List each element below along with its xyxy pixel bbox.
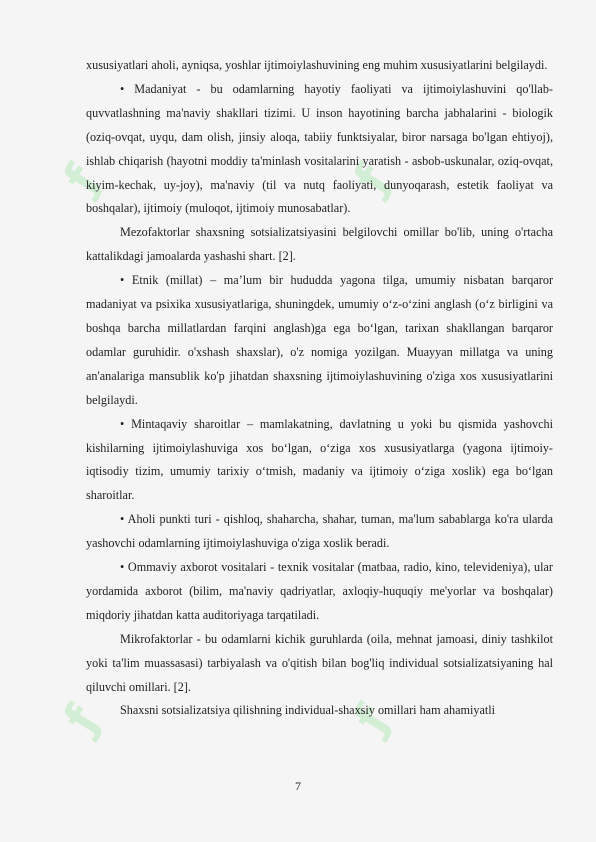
paragraph: • Mintaqaviy sharoitlar – mamlakatning, davlatning u yoki bu qismida yashovchi kishilarning ijtimoiylashuviga xos bo‘lgan, o‘ziga xos xususiyatlarga (yagona ijtimoiy-iqtisodiy tizim, umumiy tarixiy o‘tmish, madaniy va ijtimoiy o‘ziga xoslik) ega bo‘lgan sharoitlar. — [86, 416, 553, 503]
watermark-logo: ƒ — [342, 692, 402, 742]
paragraph: • Aholi punkti turi - qishloq, shaharcha, shahar, tuman, ma'lum sabablarga ko'ra ularda yashovchi odamlarning ijtimoiylashuviga o'ziga xoslik beradi. — [86, 512, 553, 551]
paragraph: Mikrofaktorlar - bu odamlarni kichik guruhlarda (oila, mehnat jamoasi, diniy tashkilot yoki ta'lim muassasasi) tarbiyalash va o'qitish bilan bog'liq individual sotsializatsiyaning hal qiluvchi omillari. [2]. — [86, 631, 553, 694]
watermark-logo: ƒ — [52, 692, 112, 742]
paragraph: Mezofaktorlar shaxsning sotsializatsiyasini belgilovchi omillar bo'lib, uning o'rtacha kattalikdagi jamoalarda yashashi shart. [2]. — [86, 225, 553, 264]
paragraph: Shaxsni sotsializatsiya qilishning individual-shaxsiy omillari ham ahamiyatli — [120, 703, 496, 718]
watermark-logo: ƒ — [52, 152, 112, 202]
body-text — [86, 54, 553, 723]
paragraph: • Madaniyat - bu odamlarning hayotiy faoliyati va ijtimoiylashuvini qo'llab-quvvatlashning ma'naviy shakllari tizimi. U inson hayotining barcha jabhalarini - biologik (oziq-ovqat, uyqu, dam olish, jinsiy aloqa, tabiiy funktsiyalar, biror narsaga bo'lgan ehtiyoj), ishlab chiqarish (hayotni moddiy ta'minlash vositalarini yaratish - asbob-uskunalar, oziq-ovqat, kiyim-kechak, uy-joy), ma'naviy (til va nutq faoliyati, dunyoqarash, estetik faoliyat va boshqalar), ijtimoiy (muloqot, ijtimoiy munosabatlar). — [86, 81, 553, 216]
paragraph: • Ommaviy axborot vositalari - texnik vositalar (matbaa, radio, kino, televideniya), ular yordamida axborot (bilim, ma'naviy qadriyatlar, axloqiy-huquqiy me'yorlar va boshqalar) miqdoriy jihatdan katta auditoriyaga tarqatiladi. — [86, 560, 553, 622]
page-number: 7 — [295, 779, 301, 793]
paragraph: • Etnik (millat) – ma’lum bir hududda yagona tilga, umumiy nisbatan barqaror madaniyat va psixika xususiyatlariga, shuningdek, umumiy o‘z-o‘zini anglash (o‘z birligini va boshqa barcha millatlardan farqini anglash)ga ega bo‘lgan, tarixan shakllangan barqaror odamlar guruhidir. o'xshash shaxslar), o'z nomiga yozilgan. Muayyan millatga va uning an'analariga mansublik ko'p jihatdan shaxsning ijtimoiylashuvining o'ziga xos xususiyatlarini belgilaydi. — [86, 273, 553, 407]
paragraph: xususiyatlari aholi, ayniqsa, yoshlar ijtimoiylashuvining eng muhim xususiyatlarini belgilaydi. — [86, 58, 548, 72]
watermark-logo: ƒ — [342, 152, 402, 202]
